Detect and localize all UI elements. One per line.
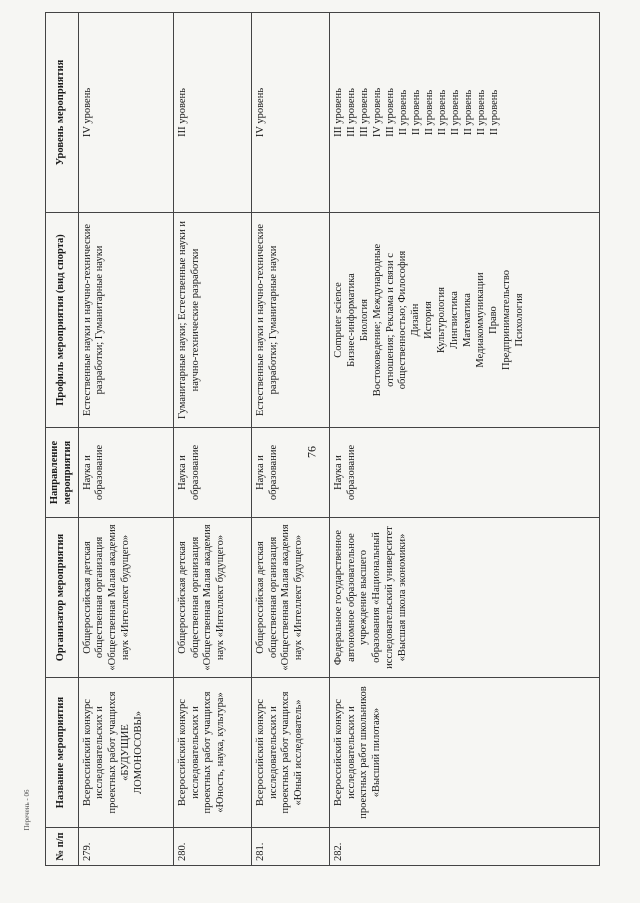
cell-level	[173, 13, 251, 213]
cell-profile	[251, 213, 329, 428]
profile-item: Бизнес-информатика	[345, 273, 357, 367]
header-level: Уровень мероприятия	[46, 13, 79, 213]
level-item: IV уровень	[254, 87, 266, 138]
profile-item: Психология	[514, 293, 526, 347]
level-item: II уровень	[462, 89, 474, 136]
cell-level	[251, 13, 329, 213]
header-num: № п/п	[46, 828, 79, 866]
cell-num: 281.	[251, 828, 329, 866]
level-item: III уровень	[345, 88, 357, 137]
cell-profile	[78, 213, 173, 428]
profile-item: Предпринимательство	[501, 269, 513, 371]
level-item: IV уровень	[371, 87, 383, 138]
profile-item: Дизайн	[410, 303, 422, 337]
level-item: II уровень	[397, 89, 409, 136]
cell-direction: Наука и образование	[78, 428, 173, 518]
events-table	[45, 12, 600, 866]
level-item: II уровень	[449, 89, 461, 136]
table-row	[251, 13, 329, 866]
cell-profile	[173, 213, 251, 428]
cell-level	[78, 13, 173, 213]
level-item: IV уровень	[81, 87, 93, 138]
table-row	[173, 13, 251, 866]
profile-item: Естественные науки и научно-технические разработки; Гуманитарные науки	[81, 223, 106, 417]
level-item: III уровень	[384, 88, 396, 137]
header-profile: Профиль мероприятия (вид спорта)	[46, 213, 79, 428]
profile-item: Гуманитарные науки; Естественные науки и научно-технические разработки	[176, 220, 201, 420]
table-row	[329, 13, 599, 866]
profile-item: Право	[488, 306, 500, 334]
cell-organizer: Общероссийская детская общественная организация «Общественная Малая академия наук «Интеллект будущего»	[251, 518, 329, 678]
cell-direction: Наука и образование	[251, 428, 329, 518]
level-item: II уровень	[488, 89, 500, 136]
profile-item: Культурология	[436, 287, 448, 353]
table-row	[78, 13, 173, 866]
level-item: II уровень	[410, 89, 422, 136]
profile-item: Востоковедение; Международные отношения; Реклама и связи с общественностью; Философия	[371, 243, 409, 397]
level-item: III уровень	[358, 88, 370, 137]
page-number: 76	[304, 446, 319, 458]
profile-item: Медиакоммуникации	[475, 272, 487, 368]
cell-num: 282.	[329, 828, 599, 866]
header-name: Название мероприятия	[46, 678, 79, 828]
cell-profile	[329, 213, 599, 428]
profile-item: Математика	[462, 293, 474, 347]
level-item: II уровень	[423, 89, 435, 136]
level-item: II уровень	[436, 89, 448, 136]
cell-event-name: Всероссийский конкурс исследовательских и проектных работ учащихся «Юность, наука, культура»	[173, 678, 251, 828]
profile-item: Биология	[358, 299, 370, 342]
header-organizer: Организатор мероприятия	[46, 518, 79, 678]
table-body	[78, 13, 599, 866]
cell-event-name: Всероссийский конкурс исследовательских и проектных работ учащихся «Юный исследователь»	[251, 678, 329, 828]
profile-item: Computer science	[332, 282, 344, 358]
level-item: III уровень	[332, 88, 344, 137]
cell-organizer: Общероссийская детская общественная организация «Общественная Малая академия наук «Интеллект будущего»	[78, 518, 173, 678]
cell-direction: Наука и образование	[329, 428, 599, 518]
footer-note: Перечень - 06	[23, 789, 31, 831]
cell-num: 279.	[78, 828, 173, 866]
profile-item: История	[423, 301, 435, 339]
level-item: III уровень	[176, 88, 188, 137]
events-table-wrapper	[45, 13, 600, 866]
cell-event-name: Всероссийский конкурс исследовательских и проектных работ учащихся «БУДУЩИЕ ЛОМОНОСОВЫ»	[78, 678, 173, 828]
cell-num: 280.	[173, 828, 251, 866]
table-header-row	[46, 13, 79, 866]
profile-item: Лингвистика	[449, 291, 461, 349]
header-direction: Направление мероприятия	[46, 428, 79, 518]
cell-level	[329, 13, 599, 213]
cell-event-name: Всероссийский конкурс исследовательских и проектных работ школьников «Высший пилотаж»	[329, 678, 599, 828]
cell-direction: Наука и образование	[173, 428, 251, 518]
profile-item: Естественные науки и научно-технические разработки; Гуманитарные науки	[254, 223, 279, 417]
level-item: II уровень	[475, 89, 487, 136]
cell-organizer: Федеральное государственное автономное образовательное учреждение высшего образования «Национальный исследовательский университет «Высшая школа экономики»	[329, 518, 599, 678]
cell-organizer: Общероссийская детская общественная организация «Общественная Малая академия наук «Интеллект будущего»	[173, 518, 251, 678]
